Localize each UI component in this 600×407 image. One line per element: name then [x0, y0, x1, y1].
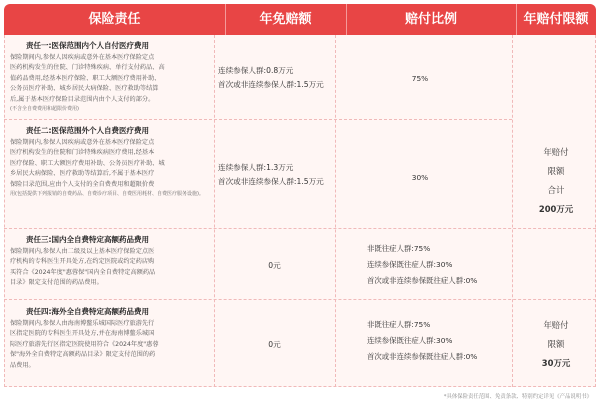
table-header [4, 4, 596, 35]
row-divider [4, 119, 512, 120]
ratio-line: 75% [411, 74, 429, 83]
responsibility-desc-line: 保险期间内,参保人由二级及以上基本医疗保险定点医 [10, 248, 155, 255]
limit-line: 限额 [547, 166, 565, 176]
ratio-1 [335, 71, 505, 87]
deductible-line: 首次或非连续参保人群:1.5万元 [218, 80, 324, 89]
header-responsibility: 保险责任 [88, 12, 141, 27]
deductible-3 [214, 259, 335, 273]
deductible-line: 首次或非连续参保人群:1.5万元 [218, 177, 324, 186]
responsibility-2 [10, 125, 220, 198]
limit-overseas [516, 316, 596, 373]
limit-line: 年赔付 [543, 320, 569, 330]
responsibility-desc-line: 值药品费用,经基本医疗保险、职工大额医疗费用补助、 [10, 74, 161, 82]
responsibility-note: (不含全自费费用和超限价费用) [10, 106, 79, 113]
responsibility-desc-line: 公务员医疗补助、城乡居民大病保险、医疗救助等结算 [10, 85, 159, 93]
responsibility-1 [10, 40, 220, 113]
responsibility-desc-line: 后,属于基本医疗保险目录范围内由个人支付的部分。 [10, 95, 155, 103]
responsibility-title: 责任三:国内全自费特定高额药品费用 [26, 235, 149, 244]
responsibility-title: 责任四:海外全自费特定高额药品费用 [26, 307, 149, 316]
ratio-3 [367, 241, 537, 289]
limit-shared [516, 143, 596, 219]
header-ratio: 赔付比例 [404, 12, 457, 27]
responsibility-desc-line: 保险期间内,参保人由海南博鳌乐城国际医疗旅游先行 [10, 320, 155, 327]
ratio-line: 30% [411, 173, 429, 182]
header-limit: 年赔付限额 [523, 12, 589, 27]
row-divider [4, 228, 596, 229]
ratio-line: 非既往症人群:75% [367, 244, 431, 253]
deductible-4 [214, 338, 335, 352]
responsibility-desc-line: 乡居民大病保险、医疗救助等结算后,不属于基本医疗 [10, 170, 155, 178]
responsibility-desc-line: 保险目录范围,应由个人支付的全自费费用和超限价费 [10, 180, 155, 188]
responsibility-desc-line: 保险期间内,参保人因疾病或意外在基本医疗保险定点 [10, 54, 155, 61]
header-deductible: 年免赔额 [259, 12, 312, 27]
limit-amount: 30万元 [541, 358, 571, 368]
responsibility-desc-line: 保险期间内,参保人因疾病或意外在基本医疗保险定点 [10, 139, 155, 146]
limit-line: 合计 [547, 185, 565, 195]
responsibility-title: 责任二:医保范围外个人自费医疗费用 [26, 126, 149, 135]
ratio-2 [335, 170, 505, 186]
coverage-table [4, 4, 596, 387]
responsibility-desc-line: 际医疗旅游先行区指定医院使用符合《2024年度"惠蓉 [10, 340, 159, 348]
responsibility-title: 责任一:医保范围内个人自付医疗费用 [26, 41, 149, 50]
deductible-2 [214, 161, 335, 189]
responsibility-desc-line: 医疗保险、职工大额医疗费用补助、公务员医疗补助、城 [10, 159, 165, 167]
responsibility-desc-line: 目录》限定支付范围的药品费用。 [10, 279, 103, 287]
deductible-line: 0元 [268, 261, 281, 270]
responsibility-desc-line: 区指定医院的专科医生开具处方,并在海南博鳌乐城国 [10, 330, 155, 338]
ratio-line: 连续参保既往症人群:30% [367, 260, 453, 269]
row-divider [4, 299, 596, 300]
responsibility-desc-line: 医药机构发生的住院、门诊特殊疾病、单行支付药品、高 [10, 64, 165, 72]
ratio-4 [367, 317, 537, 365]
ratio-line: 首次或非连续参保既往症人群:0% [367, 276, 478, 285]
responsibility-desc-line: 买符合《2024年度"惠蓉保"国内全自费特定高额药品 [10, 268, 156, 276]
limit-amount: 200万元 [538, 204, 574, 214]
limit-line: 年赔付 [543, 147, 569, 157]
responsibility-desc-line: 医疗机构发生的住院和门诊特殊疾病医疗费用,经基本 [10, 149, 155, 157]
responsibility-3 [10, 234, 220, 289]
footnote: *具体保险责任范围、免责条款、特别约定详见《产品说明书》 [443, 394, 592, 400]
deductible-line: 0元 [268, 340, 281, 349]
ratio-line: 首次或非连续参保既往症人群:0% [367, 352, 478, 361]
responsibility-desc-line: 品费用。 [10, 361, 35, 369]
deductible-line: 连续参保人群:0.8万元 [218, 66, 294, 75]
responsibility-note: 用(包括提供下列报销的自费药品、自费诊疗项目、自费医用耗材、自费医疗服务设施)。 [10, 191, 204, 198]
column-divider [335, 35, 336, 387]
ratio-line: 非既往症人群:75% [367, 320, 431, 329]
responsibility-4 [10, 306, 220, 371]
deductible-1 [214, 64, 335, 92]
ratio-line: 连续参保既往症人群:30% [367, 336, 453, 345]
limit-line: 限额 [547, 339, 565, 349]
responsibility-desc-line: 保"海外全自费特定高额药品目录》限定支付范围的药 [10, 351, 156, 359]
responsibility-desc-line: 疗机构的专科医生开具处方,在约定医院或约定药店购 [10, 258, 155, 266]
deductible-line: 连续参保人群:1.3万元 [218, 163, 294, 172]
